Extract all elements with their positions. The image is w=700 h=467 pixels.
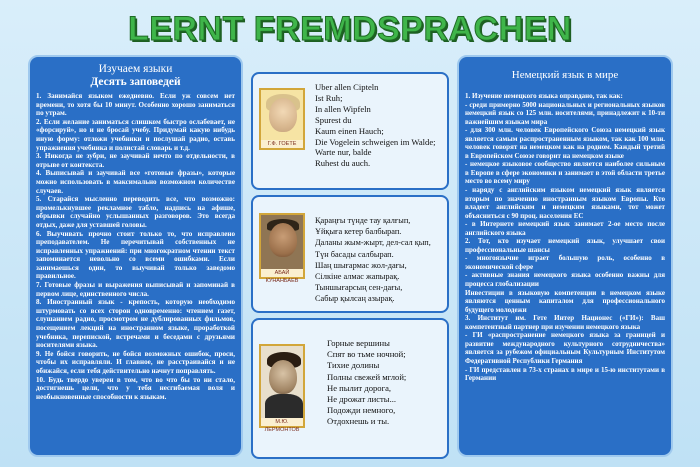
right-paragraph: Инвестиции в языковую компетенции в немецком языке являются ценным капиталом для профессионального будущего молодежи — [465, 288, 665, 314]
page-title: LERNT FREMDSPRACHEN — [128, 10, 572, 48]
commandment-7: 7. Готовые фразы и выражения выписывай и запоминай в первом лице, единственного числа. — [36, 281, 235, 298]
poem-line: Спят во тьме ночной; — [327, 349, 406, 360]
right-paragraph: - для 300 млн. человек Европейского Союза немецкий язык является самым распространенным языком, так как 100 млн. человек говорят на немецком как на родном. Каждый третий в Европейском Союзе говорит на немецком языке — [465, 126, 665, 160]
right-paragraph: - среди примерно 5000 национальных и региональных языков немецкий язык со 125 млн. носителями, принадлежит к 10-ти важнейшим языкам мира — [465, 100, 665, 126]
lermontov-portrait — [259, 344, 305, 433]
left-heading-line2: Десять заповедей — [90, 76, 181, 88]
right-paragraph: - наряду с английским языком немецкий язык является вторым по значению иностранным языком Европы. Кто владеет английским и немецким языками, тот может объясниться с 90 проц. населения ЕС — [465, 186, 665, 220]
poem-line: In allen Wipfeln — [315, 103, 371, 114]
right-paragraph: - активные знания немецкого языка особенно важны для процесса глобализации — [465, 271, 665, 289]
poem-card-abai — [251, 195, 449, 313]
poem-text — [315, 215, 443, 305]
commandment-4: 4. Выписывай и заучивай все «готовые фразы», которые можно использовать в максимально возможном количестве случаев. — [36, 169, 235, 195]
left-panel-ten-commandments — [28, 55, 243, 457]
poem-line: Сілкіне алмас жапырақ. — [315, 272, 400, 282]
poem-line: Не дрожат листы... — [327, 394, 397, 405]
left-panel-heading — [36, 63, 235, 89]
right-panel-text — [465, 92, 665, 383]
poem-card-goethe — [251, 72, 449, 190]
poem-line: Подожди немного, — [327, 405, 396, 416]
right-panel-german-in-world — [457, 55, 673, 457]
commandment-1: 1. Занимайся языком ежедневно. Если уж совсем нет времени, то хотя бы 10 минут. Особенно хорошо заниматься по утрам. — [36, 92, 235, 118]
poem-line: Spurest du — [315, 114, 352, 125]
right-paragraph: - ГИ представлен в 73-х странах в мире и 15-ю институтами в Германии — [465, 365, 665, 383]
goethe-portrait — [259, 88, 305, 150]
right-paragraph: 1. Изучение немецкого языка оправдано, так как: — [465, 92, 623, 100]
poem-line: Не пылит дорога, — [327, 382, 392, 393]
poem-line: Горные вершины — [327, 338, 390, 348]
poem-line: Тыншығарсың сен-дағы, — [315, 283, 403, 293]
poem-line: Отдохнешь и ты. — [327, 416, 390, 427]
poem-text — [327, 338, 443, 428]
left-panel-text — [36, 92, 235, 401]
poem-line: Қараңғы түнде тау қалғып, — [315, 216, 411, 225]
poem-line: Kaum einen Hauch; — [315, 125, 384, 136]
poem-line: Ist Ruh; — [315, 92, 343, 103]
abai-portrait — [259, 213, 305, 284]
portrait-caption: АБАЙ КУНАНБАЕВ — [261, 269, 303, 277]
commandment-8: 8. Иностранный язык - крепость, которую необходимо штурмовать со всех сторон одновременно: чтением газет, слушанием радио, просмотром не дублированных фильмов, посещением лекций на иностранном языке, проработкой учебника, перепиской, встречами и беседами с друзьями носителями языка. — [36, 298, 235, 350]
poem-line: Даланы жым-жырт, дел-сал қып, — [315, 238, 431, 248]
commandment-6: 6. Выучивать прочно стоит только то, что исправлено преподавателем. Не перечитывай собственных не исправленных упражнений: при многократном чтении текст запоминается невольно со всеми ошибками. Если занимаешься один, то выучивай только заведомо правильное. — [36, 229, 235, 281]
left-heading-line1: Изучаем языки — [98, 63, 173, 75]
portrait-caption: Г.Ф. ГОЕТЕ — [261, 140, 303, 148]
poem-line: Ұйқыға кетер балбырап. — [315, 227, 402, 237]
poem-line: Тихие долины — [327, 360, 380, 371]
right-paragraph: - в Интернете немецкий язык занимает 2-ое место после английского языка — [465, 220, 665, 237]
poem-line: Ruhest du auch. — [315, 158, 371, 169]
poem-line: Сабыр қылсаң азырақ. — [315, 294, 395, 304]
portrait-caption: М.Ю. ЛЕРМОНТОВ — [261, 418, 303, 426]
right-paragraph: - многоязычие играет большую роль, особенно в экономической сфере — [465, 254, 665, 271]
poem-line: Полны свежей мглой; — [327, 371, 407, 382]
commandment-10: 10. Будь твердо уверен в том, что во что бы то ни стало, достигнешь цели, что у тебя несгибаемая воля и необыкновенные способности к языкам. — [36, 375, 235, 401]
right-paragraph: 2. Тот, кто изучает немецкий язык, улучшает свои профессиональные шансы — [465, 237, 665, 254]
poem-line: Түн басады салбырап. — [315, 249, 394, 259]
commandment-9: 9. Не бойся говорить, не бойся возможных ошибок, проси, чтобы их исправляли. И главное, не расстраивайся и не обижайся, если тебя действительно начнут поправлять. — [36, 349, 235, 375]
poem-line: Uber allen Cipteln — [315, 82, 379, 92]
poem-line: Die Vogelein schweigen im Walde; — [315, 136, 436, 147]
commandment-2: 2. Если желание заниматься слишком быстро ослабевает, не «форсируй», но и не бросай учебу. Придумай какую нибудь иную форму: отложи учебники и послушай радио, оставь упражнения учебника и полистай словарь и т.д. — [36, 117, 235, 152]
poem-card-lermontov — [251, 318, 449, 459]
right-panel-heading: Немецкий язык в мире — [511, 69, 619, 81]
commandment-3: 3. Никогда не зубри, не заучивай нечто по отдельности, в отрыве от контекста. — [36, 152, 235, 169]
poem-line: Шаң шығармас жол-дағы, — [315, 260, 407, 270]
right-paragraph: - ГИ «распространение немецкого языка за границей и развитие международного культурного сотрудничества» является за рубежом официальным Культурным Институтом Федеративной Республики Германия — [465, 331, 665, 365]
poem-line: Warte nur, balde — [315, 147, 372, 158]
poem-text — [315, 82, 443, 169]
right-paragraph: - немецкое языковое сообщество является наиболее сильным в Европе в сфере экономики и занимает в этой области третье место во всему миру — [465, 160, 665, 186]
right-paragraph: 3. Институт им. Гете Интер Национес («ГИ»): Ваш компетентный партнер при изучении немецкого языка — [465, 314, 665, 331]
commandment-5: 5. Старайся мысленно переводить все, что возможно: промелькнувшее рекламное табло, надпись на афише, обрывки случайно услышанных разговоров. Это всегда отдых, даже для уставшей головы. — [36, 195, 235, 229]
